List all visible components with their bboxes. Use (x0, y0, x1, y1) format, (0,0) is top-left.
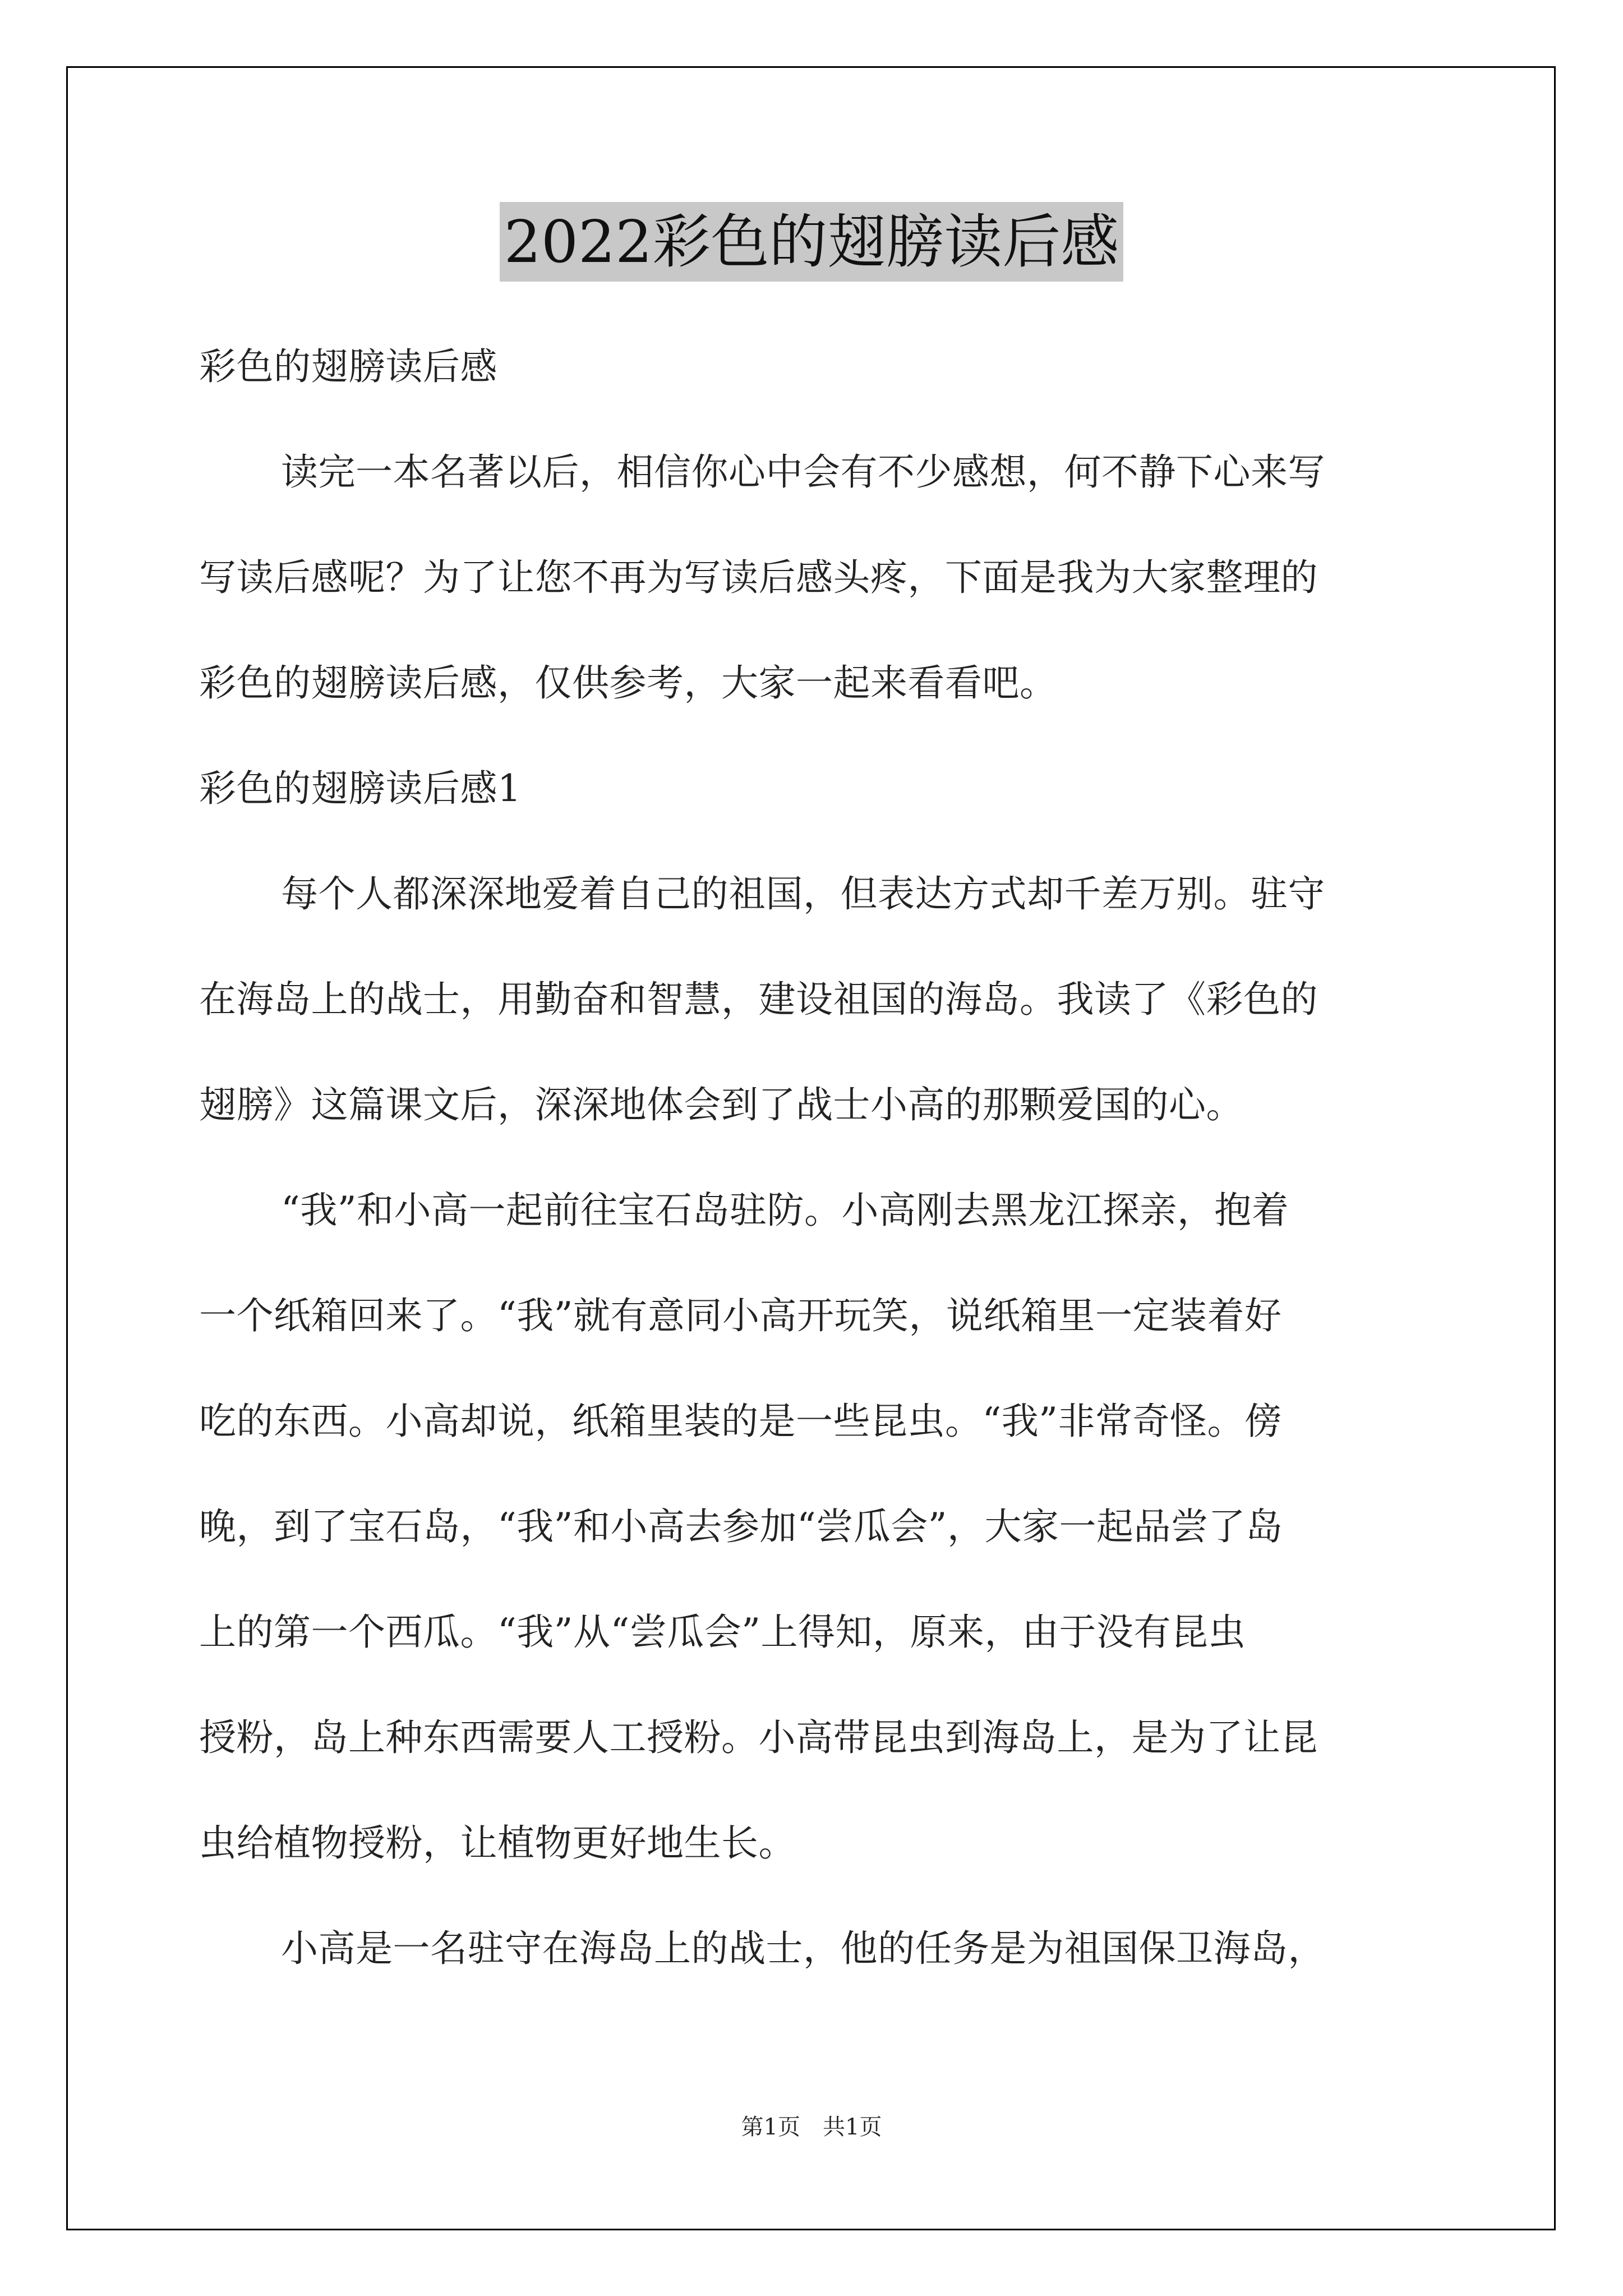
body-line: 写读后感呢？为了让您不再为写读后感头疼，下面是我为大家整理的 (199, 556, 1318, 599)
body-line: 小高是一名驻守在海岛上的战士，他的任务是为祖国保卫海岛， (281, 1927, 1325, 1970)
body-line: 虫给植物授粉，让植物更好地生长。 (199, 1821, 796, 1865)
body-line: 上的第一个西瓜。“我”从“尝瓜会”上得知，原来，由于没有昆虫 (199, 1611, 1246, 1654)
body-line: 每个人都深深地爱着自己的祖国，但表达方式却千差万别。驻守 (281, 872, 1325, 915)
page-footer: 第1页 共1页 (741, 2114, 882, 2140)
title-container (0, 202, 1623, 282)
body-line: 彩色的翅膀读后感1 (199, 767, 522, 810)
body-line: 读完一本名著以后，相信你心中会有不少感想，何不静下心来写 (281, 450, 1325, 494)
body-line: 在海岛上的战士，用勤奋和智慧，建设祖国的海岛。我读了《彩色的 (199, 978, 1318, 1021)
body-line: 吃的东西。小高却说，纸箱里装的是一些昆虫。“我”非常奇怪。傍 (199, 1400, 1282, 1443)
document-title: 2022彩色的翅膀读后感 (500, 202, 1124, 282)
document-body (199, 314, 1433, 2001)
body-line: 彩色的翅膀读后感，仅供参考，大家一起来看看吧。 (199, 661, 1057, 705)
body-line: “我”和小高一起前往宝石岛驻防。小高刚去黑龙江探亲，抱着 (281, 1189, 1289, 1232)
body-line: 翅膀》这篇课文后，深深地体会到了战士小高的那颗爱国的心。 (199, 1083, 1243, 1126)
body-line: 一个纸箱回来了。“我”就有意同小高开玩笑，说纸箱里一定装着好 (199, 1294, 1282, 1337)
body-line: 晚，到了宝石岛，“我”和小高去参加“尝瓜会”，大家一起品尝了岛 (199, 1505, 1283, 1548)
body-line: 授粉，岛上种东西需要人工授粉。小高带昆虫到海岛上，是为了让昆 (199, 1716, 1318, 1759)
body-line: 彩色的翅膀读后感 (199, 345, 497, 388)
